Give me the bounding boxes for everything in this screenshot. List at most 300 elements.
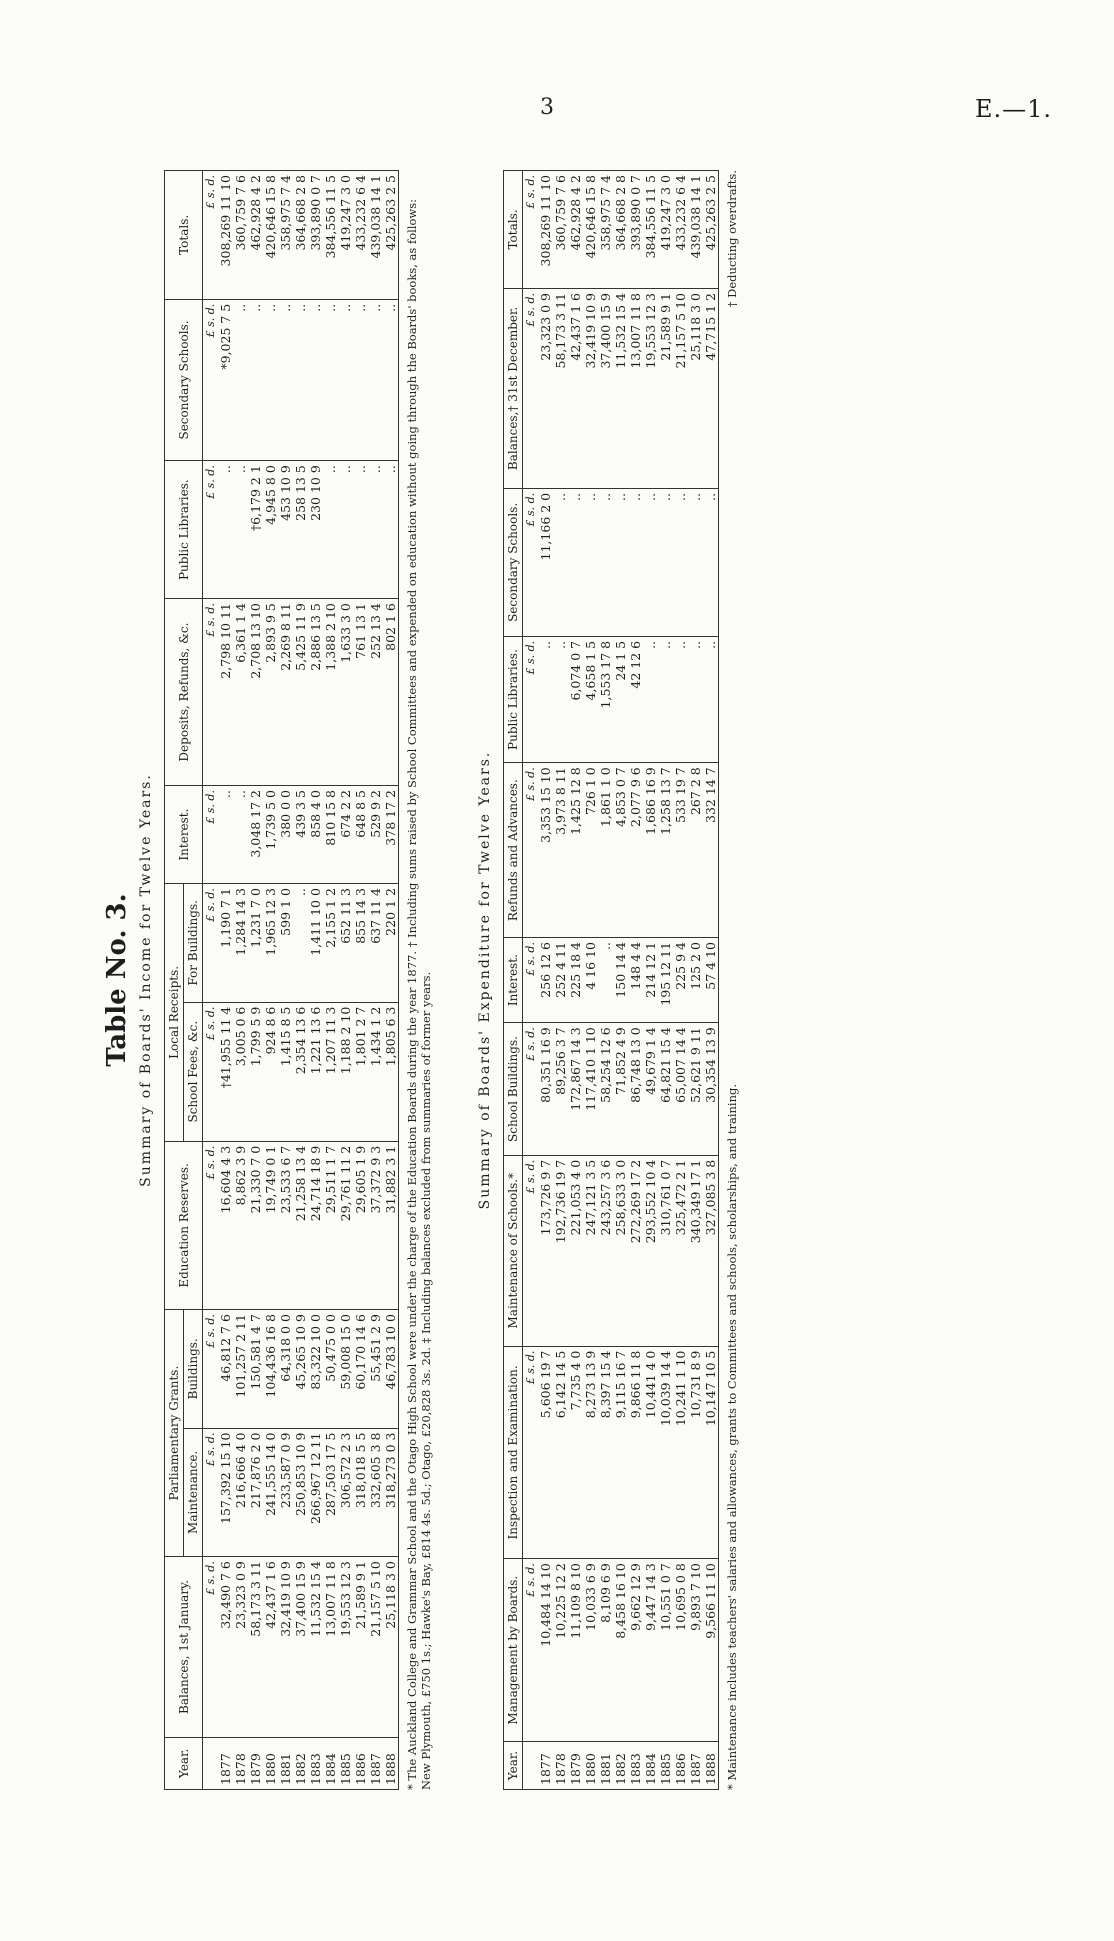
table-cell: 10,225 12 2 [553, 1559, 568, 1742]
table-cell: .. [658, 488, 673, 636]
year-cell: 1885 [338, 1737, 353, 1789]
table-row [568, 171, 583, 1790]
table-cell: 378 17 2 [383, 786, 399, 884]
table-cell: 32,419 10 9 [583, 288, 598, 488]
table-cell: 3,005 0 6 [233, 1002, 248, 1141]
table-cell: 10,033 6 9 [583, 1559, 598, 1742]
table-row [703, 171, 719, 1790]
units-cell: £ s. d. [203, 1310, 219, 1428]
table-cell: 71,852 4 9 [613, 1023, 628, 1156]
table-cell: 58,254 12 6 [598, 1023, 613, 1156]
table-cell: 45,265 10 9 [293, 1310, 308, 1428]
year-cell: 1881 [278, 1737, 293, 1789]
table-cell: 2,893 9 5 [263, 599, 278, 786]
table-cell: 855 14 3 [353, 884, 368, 1003]
units-cell: £ s. d. [523, 288, 539, 488]
table-cell: 1,425 12 8 [568, 763, 583, 938]
table-cell: 5,425 11 9 [293, 599, 308, 786]
col-public-libraries: Public Libraries. [165, 461, 203, 599]
table-cell: 49,679 1 4 [643, 1023, 658, 1156]
table-cell: 529 9 2 [368, 786, 383, 884]
page-number: 3 [540, 95, 554, 120]
table-cell: 802 1 6 [383, 599, 399, 786]
table-cell: 2,798 10 11 [218, 599, 233, 786]
table-cell: 31,882 3 1 [383, 1141, 399, 1309]
table-cell: 453 10 9 [278, 461, 293, 599]
year-cell: 1884 [643, 1742, 658, 1790]
year-cell: 1877 [218, 1737, 233, 1789]
units-cell: £ s. d. [203, 786, 219, 884]
table-cell: .. [583, 488, 598, 636]
table-cell: 272,269 17 2 [628, 1155, 643, 1346]
table-cell: 1,861 1 0 [598, 763, 613, 938]
table-cell: 462,928 4 2 [568, 171, 583, 289]
table-cell: 13,007 11 8 [323, 1557, 338, 1738]
table-cell: †6,179 2 1 [248, 461, 263, 599]
table-row [263, 171, 278, 1790]
table-cell: 360,759 7 6 [233, 171, 248, 300]
table-cell: 80,351 16 9 [538, 1023, 553, 1156]
table-cell: .. [338, 299, 353, 460]
table-cell: 19,553 12 3 [338, 1557, 353, 1738]
table-row [338, 171, 353, 1790]
table-cell: 243,257 3 6 [598, 1155, 613, 1346]
table-cell: 117,410 1 10 [583, 1023, 598, 1156]
table-cell: .. [553, 636, 568, 762]
table-cell: 360,759 7 6 [553, 171, 568, 289]
table-cell: 1,284 14 3 [233, 884, 248, 1003]
table-cell: 157,392 15 10 [218, 1428, 233, 1557]
table-cell: 258,633 3 0 [613, 1155, 628, 1346]
year-cell: 1885 [658, 1742, 673, 1790]
units-cell: £ s. d. [523, 171, 539, 289]
table-cell: 358,975 7 4 [598, 171, 613, 289]
table-cell: 433,232 6 4 [353, 171, 368, 300]
table-cell: 433,232 6 4 [673, 171, 688, 289]
table-cell: 21,157 5 10 [368, 1557, 383, 1738]
table-cell: 10,551 0 7 [658, 1559, 673, 1742]
table-cell: 420,646 15 8 [583, 171, 598, 289]
table-row [688, 171, 703, 1790]
table-cell: 1,190 7 1 [218, 884, 233, 1003]
table-cell: .. [233, 299, 248, 460]
year-cell: 1887 [368, 1737, 383, 1789]
table-cell: 1,415 8 5 [278, 1002, 293, 1141]
table-cell: 10,039 14 4 [658, 1346, 673, 1559]
table-cell: 220 1 2 [383, 884, 399, 1003]
table-cell: 52,621 9 11 [688, 1023, 703, 1156]
table-cell: 230 10 9 [308, 461, 323, 599]
table-cell: 726 1 0 [583, 763, 598, 938]
table-cell: 8,458 16 10 [613, 1559, 628, 1742]
table-cell: 25,118 3 0 [383, 1557, 399, 1738]
table-cell: 439,038 14 1 [688, 171, 703, 289]
table-cell: .. [293, 884, 308, 1003]
table-cell: 250,853 10 9 [293, 1428, 308, 1557]
income-subtitle: Summary of Boards' Income for Twelve Years. [138, 773, 154, 1187]
table-cell: 533 19 7 [673, 763, 688, 938]
table-cell: 64,821 15 4 [658, 1023, 673, 1156]
table-cell: 1,388 2 10 [323, 599, 338, 786]
table-cell: 9,662 12 9 [628, 1559, 643, 1742]
year-cell: 1884 [323, 1737, 338, 1789]
table-cell: .. [703, 636, 719, 762]
table-row [598, 171, 613, 1790]
table-row [218, 171, 233, 1790]
table-cell: 318,018 5 5 [353, 1428, 368, 1557]
units-cell: £ s. d. [523, 763, 539, 938]
table-cell: .. [613, 488, 628, 636]
table-cell: 4,945 8 0 [263, 461, 278, 599]
table-cell: 10,484 14 10 [538, 1559, 553, 1742]
col-maintenance-schools: Maintenance of Schools.* [504, 1155, 523, 1346]
expenditure-table-body [523, 171, 719, 1790]
table-cell: 7,735 4 0 [568, 1346, 583, 1559]
table-cell: 247,121 3 5 [583, 1155, 598, 1346]
col-interest: Interest. [165, 786, 203, 884]
table-cell: 2,886 13 5 [308, 599, 323, 786]
year-cell: 1886 [673, 1742, 688, 1790]
table-cell: 1,553 17 8 [598, 636, 613, 762]
table-cell: 195 12 11 [658, 938, 673, 1023]
table-cell: .. [643, 636, 658, 762]
col-totals: Totals. [504, 171, 523, 289]
units-cell: £ s. d. [203, 1002, 219, 1141]
table-cell: 60,170 14 6 [353, 1310, 368, 1428]
col-parliamentary-grants: Parliamentary Grants. [165, 1310, 184, 1557]
table-row [383, 171, 399, 1790]
table-cell: 10,147 10 5 [703, 1346, 719, 1559]
units-cell: £ s. d. [203, 461, 219, 599]
table-cell: 419,247 3 0 [338, 171, 353, 300]
table-cell: .. [248, 299, 263, 460]
col-totals: Totals. [165, 171, 203, 300]
table-cell: 266,967 12 11 [308, 1428, 323, 1557]
table-row [673, 171, 688, 1790]
table-cell: 241,555 14 0 [263, 1428, 278, 1557]
table-cell: 10,731 8 9 [688, 1346, 703, 1559]
col-interest: Interest. [504, 938, 523, 1023]
table-cell: 3,048 17 2 [248, 786, 263, 884]
table-cell: 11,109 8 10 [568, 1559, 583, 1742]
table-cell: 340,349 17 1 [688, 1155, 703, 1346]
table-cell: .. [323, 461, 338, 599]
table-cell: 6,142 14 5 [553, 1346, 568, 1559]
table-cell: 858 4 0 [308, 786, 323, 884]
table-cell: 29,761 11 2 [338, 1141, 353, 1309]
year-cell: 1879 [568, 1742, 583, 1790]
table-cell: 318,273 0 3 [383, 1428, 399, 1557]
table-cell: 761 13 1 [353, 599, 368, 786]
year-cell: 1887 [688, 1742, 703, 1790]
table-cell: .. [263, 299, 278, 460]
table-cell: 21,157 5 10 [673, 288, 688, 488]
table-cell: †41,955 11 4 [218, 1002, 233, 1141]
table-cell: 21,330 7 0 [248, 1141, 263, 1309]
table-cell: 214 12 1 [643, 938, 658, 1023]
table-cell: 11,532 15 4 [308, 1557, 323, 1738]
table-cell: 13,007 11 8 [628, 288, 643, 488]
table-cell: 1,258 13 7 [658, 763, 673, 938]
table-row [613, 171, 628, 1790]
table-cell: .. [598, 938, 613, 1023]
table-cell: 19,749 0 1 [263, 1141, 278, 1309]
table-row [353, 171, 368, 1790]
table-row [658, 171, 673, 1790]
table-cell: .. [568, 488, 583, 636]
year-cell: 1878 [233, 1737, 248, 1789]
expenditure-footnote-balances: † Deducting overdrafts. [725, 170, 739, 308]
table-cell: 306,572 2 3 [338, 1428, 353, 1557]
table-cell: .. [658, 636, 673, 762]
table-cell: 420,646 15 8 [263, 171, 278, 300]
year-cell: 1883 [628, 1742, 643, 1790]
col-school-fees: School Fees, &c. [184, 1002, 203, 1141]
table-cell: .. [538, 636, 553, 762]
table-cell: 393,890 0 7 [308, 171, 323, 300]
table-cell: .. [233, 461, 248, 599]
units-cell [523, 1742, 539, 1790]
table-cell: 125 2 0 [688, 938, 703, 1023]
table-cell: .. [278, 299, 293, 460]
table-cell: 462,928 4 2 [248, 171, 263, 300]
table-cell: 150 14 4 [613, 938, 628, 1023]
table-cell: 24,714 18 9 [308, 1141, 323, 1309]
table-cell: 252 13 4 [368, 599, 383, 786]
income-table [164, 170, 399, 1790]
table-cell: 1,805 6 3 [383, 1002, 399, 1141]
table-cell: .. [598, 488, 613, 636]
col-management: Management by Boards. [504, 1559, 523, 1742]
table-cell: 16,604 4 3 [218, 1141, 233, 1309]
document-code: E.—1. [975, 95, 1053, 123]
table-cell: 32,419 10 9 [278, 1557, 293, 1738]
table-cell: .. [553, 488, 568, 636]
units-cell: £ s. d. [523, 1559, 539, 1742]
year-cell: 1880 [263, 1737, 278, 1789]
table-cell: 258 13 5 [293, 461, 308, 599]
table-cell: .. [353, 299, 368, 460]
table-cell: 221,053 4 0 [568, 1155, 583, 1346]
table-cell: 89,256 3 7 [553, 1023, 568, 1156]
table-cell: 37,400 15 9 [293, 1557, 308, 1738]
units-cell: £ s. d. [523, 488, 539, 636]
table-cell: 425,263 2 5 [703, 171, 719, 289]
table-cell: 1,434 1 2 [368, 1002, 383, 1141]
table-cell: 810 15 8 [323, 786, 338, 884]
table-row [628, 171, 643, 1790]
table-cell: 2,077 9 6 [628, 763, 643, 938]
rotated-content [100, 170, 1080, 1790]
table-cell: 10,695 0 8 [673, 1559, 688, 1742]
table-cell: 55,451 2 9 [368, 1310, 383, 1428]
table-cell: 24 1 5 [613, 636, 628, 762]
table-cell: 5,606 19 7 [538, 1346, 553, 1559]
table-cell: 924 8 6 [263, 1002, 278, 1141]
table-cell: 325,472 2 1 [673, 1155, 688, 1346]
table-cell: 46,783 10 0 [383, 1310, 399, 1428]
table-cell: 104,436 16 8 [263, 1310, 278, 1428]
table-cell: 384,556 11 5 [643, 171, 658, 289]
table-cell: 21,258 13 4 [293, 1141, 308, 1309]
table-cell: 1,221 13 6 [308, 1002, 323, 1141]
year-cell: 1879 [248, 1737, 263, 1789]
expenditure-subtitle: Summary of Boards' Expenditure for Twelve Years. [477, 750, 493, 1210]
units-cell: £ s. d. [203, 1141, 219, 1309]
year-cell: 1882 [613, 1742, 628, 1790]
table-cell: 1,231 7 0 [248, 884, 263, 1003]
table-cell: 42,437 1 6 [263, 1557, 278, 1738]
table-cell: 2,354 13 6 [293, 1002, 308, 1141]
table-cell: .. [688, 488, 703, 636]
table-cell: 293,552 10 4 [643, 1155, 658, 1346]
table-cell: .. [233, 786, 248, 884]
table-cell: 8,109 6 9 [598, 1559, 613, 1742]
table-cell: 59,008 15 0 [338, 1310, 353, 1428]
table-cell: 3,353 15 10 [538, 763, 553, 938]
table-row [278, 171, 293, 1790]
table-cell: 2,708 13 10 [248, 599, 263, 786]
units-cell: £ s. d. [203, 299, 219, 460]
table-cell: 50,475 0 0 [323, 1310, 338, 1428]
year-cell: 1886 [353, 1737, 368, 1789]
table-cell: 23,323 0 9 [233, 1557, 248, 1738]
col-secondary-schools: Secondary Schools. [504, 488, 523, 636]
year-cell: 1888 [703, 1742, 719, 1790]
table-cell: 216,666 4 0 [233, 1428, 248, 1557]
table-cell: 384,556 11 5 [323, 171, 338, 300]
table-cell: 308,269 11 10 [538, 171, 553, 289]
table-cell: .. [218, 786, 233, 884]
table-cell: 674 2 2 [338, 786, 353, 884]
table-cell: 172,867 14 3 [568, 1023, 583, 1156]
table-cell: 25,118 3 0 [688, 288, 703, 488]
col-inspection: Inspection and Examination. [504, 1346, 523, 1559]
table-row [643, 171, 658, 1790]
table-cell: 83,322 10 0 [308, 1310, 323, 1428]
table-cell: 42 12 6 [628, 636, 643, 762]
table-cell: 101,257 2 11 [233, 1310, 248, 1428]
table-cell: 439,038 14 1 [368, 171, 383, 300]
table-cell: .. [383, 461, 399, 599]
year-cell: 1881 [598, 1742, 613, 1790]
table-cell: 4,658 1 5 [583, 636, 598, 762]
units-cell: £ s. d. [203, 884, 219, 1003]
col-public-libraries: Public Libraries. [504, 636, 523, 762]
table-cell: 6,361 1 4 [233, 599, 248, 786]
year-cell: 1880 [583, 1742, 598, 1790]
table-cell: .. [338, 461, 353, 599]
table-cell: 9,447 14 3 [643, 1559, 658, 1742]
table-cell: 150,581 4 7 [248, 1310, 263, 1428]
table-cell: 310,761 0 7 [658, 1155, 673, 1346]
col-balances: Balances, 1st January. [165, 1557, 203, 1738]
table-cell: 364,668 2 8 [613, 171, 628, 289]
table-cell: 380 0 0 [278, 786, 293, 884]
table-row [368, 171, 383, 1790]
table-cell: .. [643, 488, 658, 636]
table-cell: 256 12 6 [538, 938, 553, 1023]
table-cell: 9,115 16 7 [613, 1346, 628, 1559]
table-cell: 637 11 4 [368, 884, 383, 1003]
table-cell: .. [628, 488, 643, 636]
col-education-reserves: Education Reserves. [165, 1141, 203, 1309]
table-cell: 2,155 1 2 [323, 884, 338, 1003]
col-year: Year. [165, 1737, 203, 1789]
year-cell: 1888 [383, 1737, 399, 1789]
table-row [308, 171, 323, 1790]
table-cell: 37,400 15 9 [598, 288, 613, 488]
units-row [203, 171, 219, 1790]
table-cell: 1,633 3 0 [338, 599, 353, 786]
table-cell: .. [673, 488, 688, 636]
table-row [233, 171, 248, 1790]
table-cell: *9,025 7 5 [218, 299, 233, 460]
table-cell: .. [368, 299, 383, 460]
table-cell: 21,589 9 1 [658, 288, 673, 488]
table-row [553, 171, 568, 1790]
year-cell: 1883 [308, 1737, 323, 1789]
units-cell: £ s. d. [203, 171, 219, 300]
table-cell: 23,533 6 7 [278, 1141, 293, 1309]
table-cell: 2,269 8 11 [278, 599, 293, 786]
table-cell: 287,503 17 5 [323, 1428, 338, 1557]
table-cell: 23,323 0 9 [538, 288, 553, 488]
table-cell: 358,975 7 4 [278, 171, 293, 300]
table-cell: 327,085 3 8 [703, 1155, 719, 1346]
table-cell: 9,893 7 10 [688, 1559, 703, 1742]
table-cell: 9,866 11 8 [628, 1346, 643, 1559]
table-cell: 652 11 3 [338, 884, 353, 1003]
table-cell: 21,589 9 1 [353, 1557, 368, 1738]
table-cell: 32,490 7 6 [218, 1557, 233, 1738]
table-row [583, 171, 598, 1790]
income-footnote: * The Auckland College and Grammar School and the Otago High School were under the charge of the Education Boards during the year 1877. † Including sums raised by School Committees and expended on education without going through the Boards' books, as follows: New Plymouth, £750 1s.; Hawke's Bay, £814 4s. 5d.; Otago, £20,828 3s. 2d. ‡ Including balances excluded from summaries of former years. [405, 198, 433, 1790]
table-cell: 4,853 0 7 [613, 763, 628, 938]
table-cell: 364,668 2 8 [293, 171, 308, 300]
table-cell: 1,188 2 10 [338, 1002, 353, 1141]
units-cell: £ s. d. [523, 636, 539, 762]
table-cell: 1,801 2 7 [353, 1002, 368, 1141]
expenditure-footnote-maintenance: * Maintenance includes teachers' salaries and allowances, grants to Committees and schools, scholarships, and training. [725, 1083, 739, 1790]
table-cell: .. [703, 488, 719, 636]
units-cell: £ s. d. [203, 1428, 219, 1557]
table-cell: 11,532 15 4 [613, 288, 628, 488]
table-cell: 30,354 13 9 [703, 1023, 719, 1156]
table-cell: 29,605 1 9 [353, 1141, 368, 1309]
units-row [523, 171, 539, 1790]
table-row [538, 171, 553, 1790]
table-cell: 58,173 3 11 [553, 288, 568, 488]
table-cell: 46,812 7 6 [218, 1310, 233, 1428]
col-maintenance: Maintenance. [184, 1428, 203, 1557]
table-cell: .. [308, 299, 323, 460]
table-cell: 648 8 5 [353, 786, 368, 884]
table-cell: 42,437 1 6 [568, 288, 583, 488]
col-deposits: Deposits, Refunds, &c. [165, 599, 203, 786]
table-cell: .. [368, 461, 383, 599]
table-title: Table No. 3. [102, 893, 132, 1067]
income-table-body [203, 171, 399, 1790]
table-cell: 1,799 5 9 [248, 1002, 263, 1141]
table-cell: 11,166 2 0 [538, 488, 553, 636]
table-cell: 6,074 0 7 [568, 636, 583, 762]
table-cell: 57 4 10 [703, 938, 719, 1023]
table-cell: .. [353, 461, 368, 599]
table-cell: 8,862 3 9 [233, 1141, 248, 1309]
table-row [293, 171, 308, 1790]
units-cell: £ s. d. [203, 599, 219, 786]
